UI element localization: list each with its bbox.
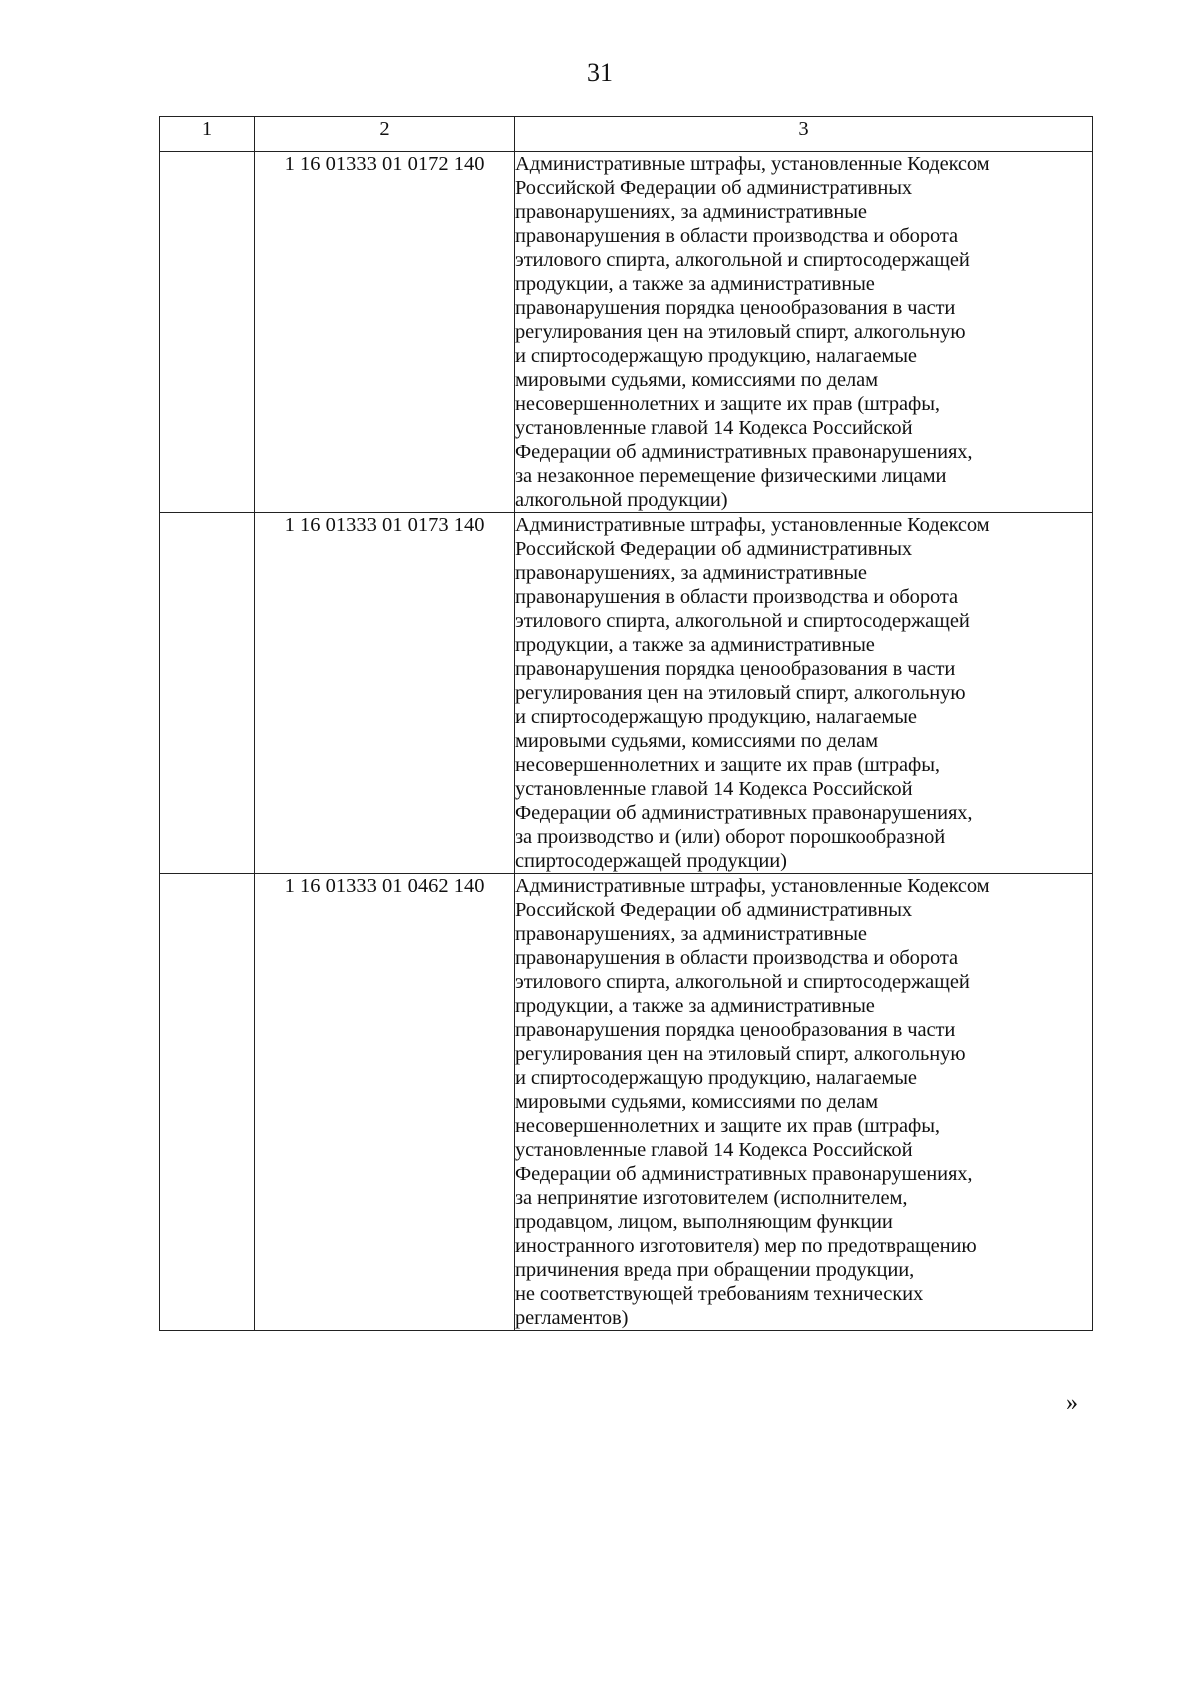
description-line: установленные главой 14 Кодекса Российской (515, 778, 913, 800)
budget-code-cell: 1 16 01333 01 0462 140 (255, 874, 515, 1331)
table-row (160, 152, 1093, 513)
description-line: причинения вреда при обращении продукции, (515, 1259, 915, 1281)
description-line: установленные главой 14 Кодекса Российской (515, 417, 913, 439)
description-line: правонарушения в области производства и оборота (515, 225, 958, 247)
description-line: регулирования цен на этиловый спирт, алкогольную (515, 1043, 966, 1065)
description-line: правонарушения порядка ценообразования в части (515, 1019, 956, 1041)
description-line: правонарушения порядка ценообразования в части (515, 297, 956, 319)
description-cell (515, 874, 1093, 1331)
header-row (160, 117, 1093, 152)
description-line: Федерации об административных правонарушениях, (515, 441, 973, 463)
description-line: и спиртосодержащую продукцию, налагаемые (515, 345, 917, 367)
description-line: Федерации об административных правонарушениях, (515, 1163, 973, 1185)
description-line: правонарушениях, за административные (515, 201, 867, 223)
description-line: регулирования цен на этиловый спирт, алкогольную (515, 321, 966, 343)
description-line: этилового спирта, алкогольной и спиртосодержащей (515, 971, 970, 993)
page-number: 31 (587, 58, 613, 87)
description-line: правонарушения в области производства и оборота (515, 586, 958, 608)
table-body (160, 152, 1093, 1331)
description-line: регламентов) (515, 1307, 629, 1329)
description-cell (515, 513, 1093, 874)
description-line: за непринятие изготовителем (исполнителем, (515, 1187, 908, 1209)
row-number-cell (160, 152, 255, 513)
closing-quote: » (1066, 1390, 1078, 1416)
description-line: продавцом, лицом, выполняющим функции (515, 1211, 893, 1233)
description-line: иностранного изготовителя) мер по предотвращению (515, 1235, 977, 1257)
description-line: установленные главой 14 Кодекса Российской (515, 1139, 913, 1161)
description-line: правонарушения в области производства и оборота (515, 947, 958, 969)
description-line: Российской Федерации об административных (515, 899, 913, 921)
description-line: продукции, а также за административные (515, 273, 875, 295)
description-cell (515, 152, 1093, 513)
description-line: Российской Федерации об административных (515, 538, 913, 560)
fines-table (159, 116, 1093, 1331)
description-line: за незаконное перемещение физическими лицами (515, 465, 947, 487)
description-line: несовершеннолетних и защите их прав (штрафы, (515, 393, 940, 415)
description-line: спиртосодержащей продукции) (515, 850, 787, 872)
description-line: несовершеннолетних и защите их прав (штрафы, (515, 1115, 940, 1137)
description-line: алкогольной продукции) (515, 489, 728, 511)
budget-code-cell: 1 16 01333 01 0172 140 (255, 152, 515, 513)
description-line: и спиртосодержащую продукцию, налагаемые (515, 1067, 917, 1089)
description-line: продукции, а также за административные (515, 995, 875, 1017)
description-line: мировыми судьями, комиссиями по делам (515, 1091, 879, 1113)
description-line: за производство и (или) оборот порошкообразной (515, 826, 946, 848)
description-line: продукции, а также за административные (515, 634, 875, 656)
budget-code-cell: 1 16 01333 01 0173 140 (255, 513, 515, 874)
row-number-cell (160, 874, 255, 1331)
table-row (160, 513, 1093, 874)
description-line: несовершеннолетних и защите их прав (штрафы, (515, 754, 940, 776)
description-line: Российской Федерации об административных (515, 177, 913, 199)
description-line: мировыми судьями, комиссиями по делам (515, 369, 879, 391)
description-line: мировыми судьями, комиссиями по делам (515, 730, 879, 752)
description-line: правонарушениях, за административные (515, 562, 867, 584)
table-row (160, 874, 1093, 1331)
description-line: этилового спирта, алкогольной и спиртосодержащей (515, 610, 970, 632)
description-line: Федерации об административных правонарушениях, (515, 802, 973, 824)
description-line: Административные штрафы, установленные Кодексом (515, 875, 990, 897)
description-line: не соответствующей требованиям технических (515, 1283, 924, 1305)
description-line: и спиртосодержащую продукцию, налагаемые (515, 706, 917, 728)
header-col-3: 3 (515, 117, 1093, 152)
header-col-1: 1 (160, 117, 255, 152)
description-line: правонарушениях, за административные (515, 923, 867, 945)
table-header (160, 117, 1093, 152)
description-line: Административные штрафы, установленные Кодексом (515, 514, 990, 536)
description-line: регулирования цен на этиловый спирт, алкогольную (515, 682, 966, 704)
description-line: правонарушения порядка ценообразования в части (515, 658, 956, 680)
description-line: Административные штрафы, установленные Кодексом (515, 153, 990, 175)
description-line: этилового спирта, алкогольной и спиртосодержащей (515, 249, 970, 271)
header-col-2: 2 (255, 117, 515, 152)
row-number-cell (160, 513, 255, 874)
